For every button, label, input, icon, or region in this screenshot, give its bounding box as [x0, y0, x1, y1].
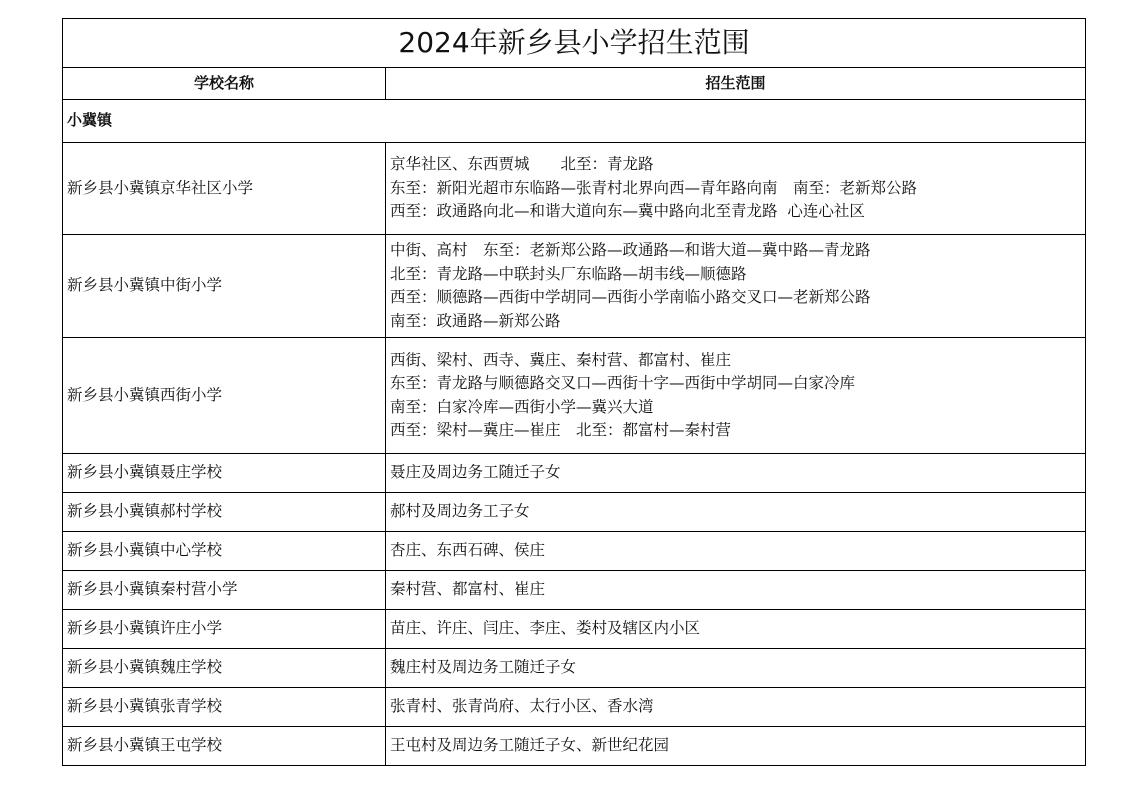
- title-row: [63, 19, 1086, 68]
- range-line: 京华社区、东西贾城 北至：青龙路: [390, 155, 654, 174]
- table-row: [63, 571, 1086, 610]
- range-line: 西街、梁村、西寺、冀庄、秦村营、都富村、崔庄: [390, 350, 732, 369]
- table-row: [63, 338, 1086, 454]
- school-name: 新乡县小冀镇京华社区小学: [63, 143, 386, 235]
- range-line: 北至：青龙路—中联封头厂东临路—胡韦线—顺德路: [390, 264, 747, 283]
- school-name: 新乡县小冀镇王屯学校: [63, 727, 386, 766]
- school-name: 新乡县小冀镇中街小学: [63, 235, 386, 338]
- range-line: 西至：顺德路—西街中学胡同—西街小学南临小路交叉口—老新郑公路: [390, 288, 871, 306]
- enrollment-range: [386, 235, 1086, 338]
- range-line: 西至：政通路向北—和谐大道向东—冀中路向北至青龙路 心连心社区: [390, 202, 865, 221]
- enrollment-range: 聂庄及周边务工随迁子女: [386, 454, 1086, 493]
- school-name: 新乡县小冀镇聂庄学校: [63, 454, 386, 493]
- column-header-school: 学校名称: [63, 68, 386, 100]
- column-header-range: 招生范围: [386, 68, 1086, 100]
- table-row: [63, 454, 1086, 493]
- enrollment-range: 张青村、张青尚府、太行小区、香水湾: [386, 688, 1086, 727]
- enrollment-range: 苗庄、许庄、闫庄、李庄、娄村及辖区内小区: [386, 610, 1086, 649]
- town-row: [63, 100, 1086, 143]
- enrollment-range: 郝村及周边务工子女: [386, 493, 1086, 532]
- table-row: [63, 493, 1086, 532]
- town-name: 小冀镇: [63, 100, 1086, 143]
- school-name: 新乡县小冀镇魏庄学校: [63, 649, 386, 688]
- enrollment-range: [386, 338, 1086, 454]
- range-line: 东至：新阳光超市东临路—张青村北界向西—青年路向南 南至：老新郑公路: [390, 178, 918, 197]
- enrollment-range: 杏庄、东西石碑、侯庄: [386, 532, 1086, 571]
- table-row: [63, 610, 1086, 649]
- enrollment-table: [62, 18, 1086, 766]
- school-name: 新乡县小冀镇郝村学校: [63, 493, 386, 532]
- range-line: 南至：白家冷库—西街小学—冀兴大道: [390, 397, 654, 416]
- school-name: 新乡县小冀镇张青学校: [63, 688, 386, 727]
- header-row: [63, 68, 1086, 100]
- table-row: [63, 235, 1086, 338]
- range-line: 南至：政通路—新郑公路: [390, 311, 561, 330]
- table-row: [63, 143, 1086, 235]
- table-row: [63, 727, 1086, 766]
- enrollment-range: 秦村营、都富村、崔庄: [386, 571, 1086, 610]
- enrollment-range: [386, 143, 1086, 235]
- school-name: 新乡县小冀镇许庄小学: [63, 610, 386, 649]
- table-row: [63, 532, 1086, 571]
- table-row: [63, 649, 1086, 688]
- range-line: 西至：梁村—冀庄—崔庄 北至：都富村—秦村营: [390, 421, 732, 439]
- enrollment-range: 王屯村及周边务工随迁子女、新世纪花园: [386, 727, 1086, 766]
- page-title: 2024年新乡县小学招生范围: [63, 19, 1086, 68]
- enrollment-range: 魏庄村及周边务工随迁子女: [386, 649, 1086, 688]
- school-name: 新乡县小冀镇西街小学: [63, 338, 386, 454]
- range-line: 东至：青龙路与顺德路交叉口—西街十字—西街中学胡同—白家冷库: [390, 374, 856, 392]
- school-name: 新乡县小冀镇秦村营小学: [63, 571, 386, 610]
- table-row: [63, 688, 1086, 727]
- range-line: 中街、高村 东至：老新郑公路—政通路—和谐大道—冀中路—青龙路: [390, 241, 871, 259]
- school-name: 新乡县小冀镇中心学校: [63, 532, 386, 571]
